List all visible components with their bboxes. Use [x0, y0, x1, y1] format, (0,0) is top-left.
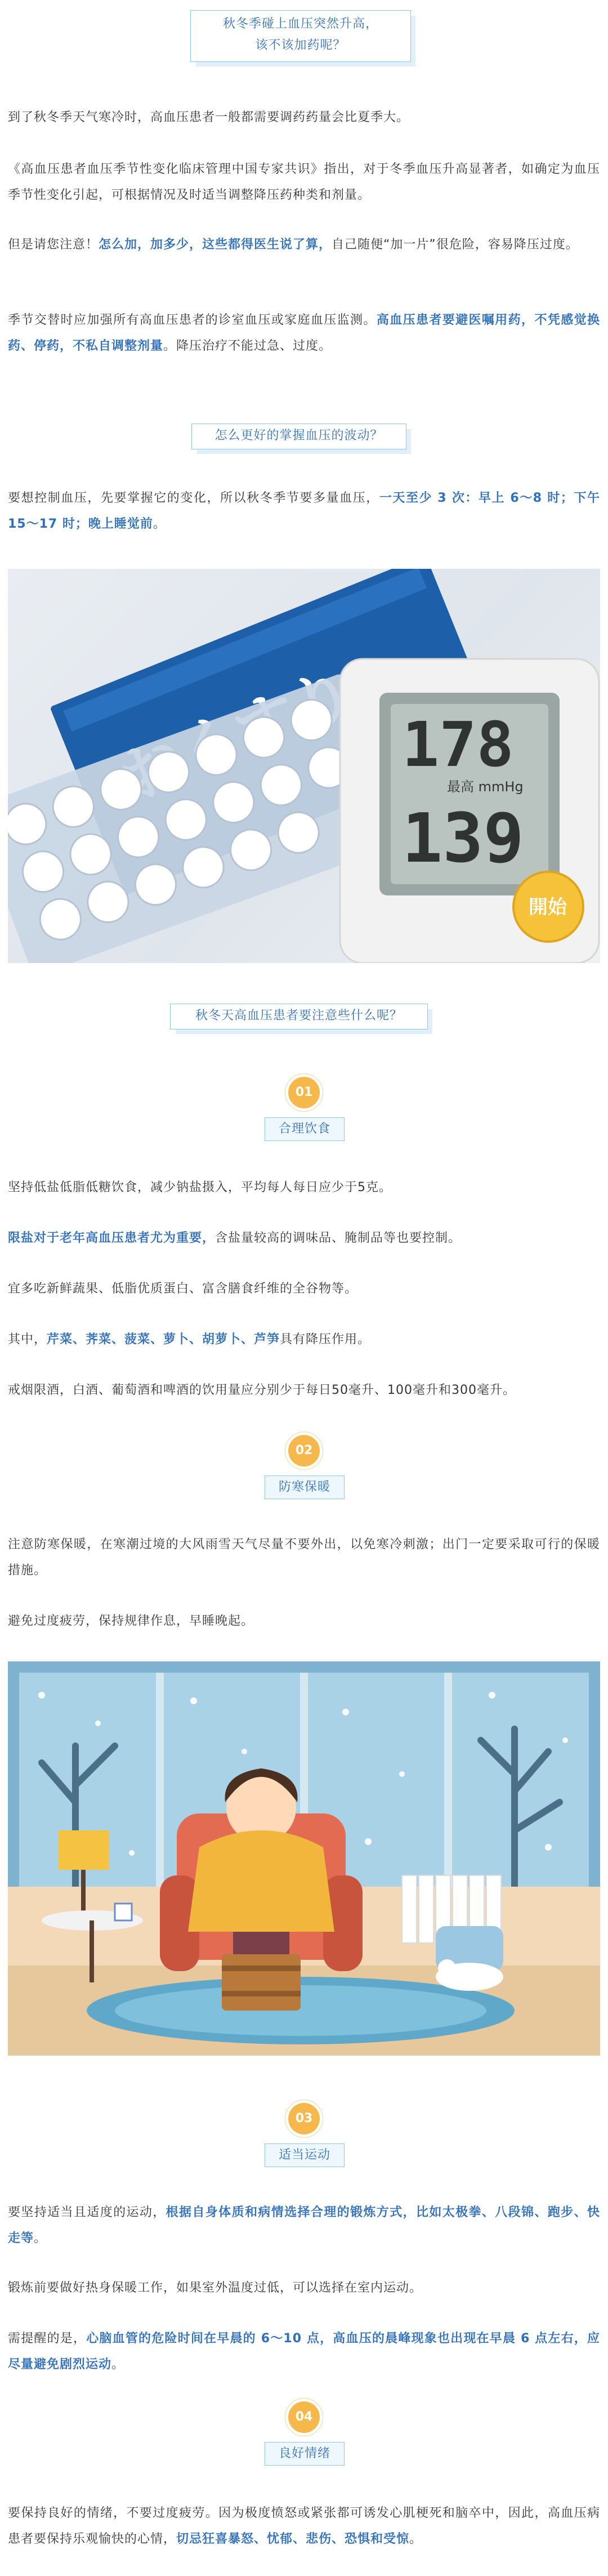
header-3-box [170, 1004, 428, 1029]
paragraph-4-c: 。降压治疗不能过急、过度。 [163, 339, 332, 353]
paragraph-2: 《高血压患者血压季节性变化临床管理中国专家共识》指出，对于冬季血压升高显著者，如确定为血压季节性变化引起，可根据情况及时适当调整降压药种类和剂量。 [8, 162, 600, 202]
paragraph-13-c: 。 [34, 2231, 47, 2245]
section-1-title: 合理饮食 [265, 1117, 345, 1141]
paragraph-9-highlight: 芹菜、荠菜、菠菜、萝卜、胡萝卜、芦笋 [47, 1332, 280, 1347]
section-3-title: 适当运动 [265, 2143, 345, 2167]
paragraph-15-c: 。 [111, 2357, 125, 2372]
paragraph-6: 坚持低盐低脂低糖饮食，减少钠盐摄入，平均每人每日应少于5克。 [8, 1180, 392, 1195]
section-2-number-ring [285, 1432, 323, 1470]
paragraph-13 [8, 2200, 600, 2252]
monitor-unit: 最高 mmHg [447, 779, 524, 795]
paragraph-3-c: 自己随便“加一片”很危险，容易降压过度。 [332, 238, 579, 252]
section-4-number [288, 2401, 320, 2433]
monitor-bottom-value: 139 [402, 800, 524, 878]
paragraph-12: 避免过度疲劳，保持规律作息，早睡晚起。 [8, 1614, 254, 1628]
paragraph-9 [8, 1327, 600, 1353]
illustration-winter-warmth [8, 1661, 600, 2056]
header-3-text: 秋冬天高血压患者要注意些什么呢？ [195, 1009, 403, 1023]
paragraph-11: 注意防寒保暖，在寒潮过境的大风雨雪天气尽量不要外出，以免寒冷刺激；出门一定要采取可行的保暖措施。 [8, 1537, 600, 1577]
paragraph-5 [8, 485, 600, 537]
paragraph-4 [8, 307, 600, 359]
monitor-button-label: 開始 [529, 896, 567, 919]
section-4-number-text: 04 [295, 2410, 313, 2424]
paragraph-13-highlight: 根据自身体质和病情选择合理的锻炼方式，比如太极拳、八段锦、跑步、快走等 [8, 2205, 600, 2245]
paragraph-3 [8, 232, 600, 258]
paragraph-16-c: 。 [409, 2532, 423, 2546]
paragraph-9-c: 具有降压作用。 [280, 1332, 371, 1347]
paragraph-3-highlight: 怎么加，加多少，这些都得医生说了算， [99, 238, 332, 252]
paragraph-14: 锻炼前要做好热身保暖工作，如果室外温度过低，可以选择在室内运动。 [8, 2281, 423, 2295]
paragraph-16-highlight: 切忌狂喜暴怒、忧郁、悲伤、恐惧和受惊 [176, 2532, 410, 2546]
paragraph-8: 宜多吃新鲜蔬果、低脂优质蛋白、富含膳食纤维的全谷物等。 [8, 1282, 358, 1296]
header-1-line2: 该不该加药呢？ [255, 38, 346, 52]
paragraph-16-a: 要保持良好的情绪，不要过度疲劳。因为极度愤怒或紧张都可诱发心肌梗死和脑卒中，因此，高血压病患者要保持乐观愉快的心情， [8, 2506, 600, 2546]
section-2-title: 防寒保暖 [265, 1476, 345, 1499]
paragraph-10: 戒烟限酒，白酒、葡萄酒和啤酒的饮用量应分别少于每日50毫升、100毫升和300毫升。 [8, 1383, 516, 1397]
paragraph-3-a: 但是请您注意！ [8, 238, 99, 252]
section-2-number [288, 1435, 320, 1467]
section-4-number-ring [285, 2398, 323, 2436]
section-3-number-text: 03 [295, 2111, 313, 2125]
header-1-box [190, 10, 411, 62]
section-3-number-ring [285, 2100, 323, 2138]
section-1-number [288, 1077, 320, 1108]
section-1-number-ring [285, 1073, 323, 1112]
illustration-winter-warmth-svg [8, 1661, 600, 2056]
paragraph-4-a: 季节交替时应加强所有高血压患者的诊室血压或家庭血压监测。 [8, 313, 377, 327]
paragraph-15-highlight: 心脑血管的危险时间在早晨的 6～10 点，高血压的晨峰现象也出现在早晨 6 点左右，应尽量避免剧烈运动 [8, 2332, 600, 2372]
paragraph-5-a: 要想控制血压，先要掌握它的变化，所以秋冬季节要多量血压， [8, 491, 379, 505]
photo-pills-monitor-svg [8, 569, 600, 963]
header-2-text: 怎么更好的掌握血压的波动？ [214, 429, 383, 443]
paragraph-5-c: 。 [153, 517, 166, 531]
paragraph-16 [8, 2501, 600, 2552]
paragraph-7-highlight: 限盐对于老年高血压患者尤为重要， [8, 1231, 216, 1245]
monitor-top-value: 178 [402, 708, 514, 781]
section-4-title: 良好情绪 [265, 2442, 345, 2466]
paragraph-4-highlight: 高血压患者要避医嘱用药，不凭感觉换药、停药，不私自调整剂量 [8, 313, 600, 353]
paragraph-15 [8, 2326, 600, 2378]
header-2-box [191, 424, 406, 449]
section-3-number [288, 2103, 320, 2134]
paragraph-7-b: 含盐量较高的调味品、腌制品等也要控制。 [215, 1231, 462, 1245]
paragraph-15-a: 需提醒的是， [8, 2332, 87, 2346]
paragraph-13-a: 要坚持适当且适度的运动， [8, 2205, 166, 2220]
paragraph-5-highlight: 一天至少 3 次：早上 6～8 时；下午 15～17 时；晚上睡觉前 [8, 491, 600, 531]
photo-pills-monitor [8, 569, 600, 963]
paragraph-7 [8, 1225, 600, 1251]
section-2-number-text: 02 [295, 1443, 313, 1458]
section-1-number-text: 01 [295, 1085, 313, 1099]
paragraph-9-a: 其中， [8, 1332, 47, 1347]
header-1-line1: 秋冬季碰上血压突然升高， [222, 17, 378, 31]
paragraph-1: 到了秋冬季天气寒冷时，高血压患者一般都需要调药药量会比夏季大。 [8, 110, 410, 124]
